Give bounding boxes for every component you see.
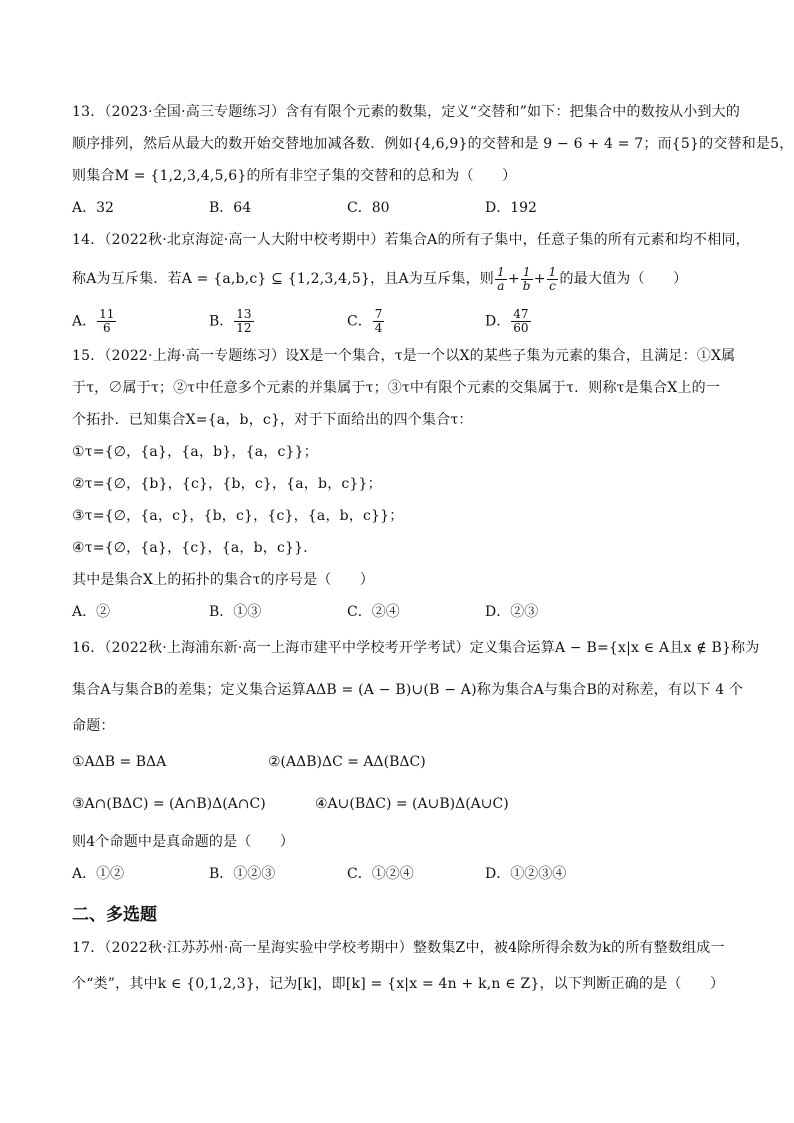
q14-line-2-post: 的最大值为（ ） — [559, 271, 688, 287]
q16-line-3: 命题： — [72, 718, 115, 734]
q14-line-2-pre: 称A为互斥集．若A = {a,b,c} ⊆ {1,2,3,4,5}，且A为互斥集，则 — [72, 271, 495, 287]
q16-option-a: A．①② — [72, 866, 125, 882]
q15-item-4: ④τ={∅，{a}，{c}，{a，b，c}}． — [72, 540, 318, 556]
q14-term-b: $\frac{1}{b}$ — [522, 264, 531, 293]
q14-options — [72, 302, 752, 336]
q14-option-a: A． $\frac{11}{6}$ — [72, 307, 115, 335]
q16-prop-4: ④A∪(BΔC) = (A∪B)Δ(A∪C) — [315, 796, 509, 812]
q16-line-1: 16．（2022秋·上海浦东新·高一上海市建平中学校考开学考试）定义集合运算A − B={x|x ∈ A且x ∉ B}称为 — [72, 640, 760, 656]
q15-option-b: B．①③ — [209, 604, 262, 620]
q13-options — [72, 198, 752, 218]
q15-option-a: A．② — [72, 604, 111, 620]
q13-line-1: 13．（2023·全国·高三专题练习）含有有限个元素的数集，定义“交替和”如下：把集合中的数按从小到大的 — [72, 104, 741, 120]
q16-option-d: D．①②③④ — [485, 866, 567, 882]
q13-option-b: B．64 — [209, 200, 252, 216]
q13-option-c: C．80 — [347, 200, 390, 216]
q14-option-c: C． $\frac{7}{4}$ — [347, 307, 383, 335]
q15-line-2: 于τ，∅属于τ；②τ中任意多个元素的并集属于τ；③τ中有限个元素的交集属于τ．则称τ是集合X上的一 — [72, 380, 720, 396]
q15-line-3: 个拓扑．已知集合X={a，b，c}，对于下面给出的四个集合τ： — [72, 412, 473, 428]
q14-term-a: $\frac{1}{a}$ — [497, 264, 505, 293]
q16-option-b: B．①②③ — [209, 866, 276, 882]
q15-item-2: ②τ={∅，{b}，{c}，{b，c}，{a，b，c}}； — [72, 476, 382, 492]
section-heading-multiple-choice: 二、多选题 — [72, 905, 157, 925]
q15-item-3: ③τ={∅，{a，c}，{b，c}，{c}，{a，b，c}}； — [72, 508, 404, 524]
q13-line-2: 顺序排列，然后从最大的数开始交替地加减各数．例如{4,6,9}的交替和是 9 − 6 + 4 = 7；而{5}的交替和是5， — [72, 136, 794, 152]
q16-prop-2: ②(AΔB)ΔC = AΔ(BΔC) — [268, 754, 426, 770]
q16-question: 则4个命题中是真命题的是（ ） — [72, 834, 295, 850]
q14-line-1: 14．（2022秋·北京海淀·高一人大附中校考期中）若集合A的所有子集中，任意子集的所有元素和均不相同， — [72, 232, 750, 248]
q16-prop-3: ③A∩(BΔC) = (A∩B)Δ(A∩C) — [72, 796, 266, 812]
q15-option-d: D．②③ — [485, 604, 539, 620]
q16-prop-1: ①AΔB = BΔA — [72, 754, 167, 770]
q17-line-2: 个“类”，其中k ∈ {0,1,2,3}，记为[k]，即[k] = {x|x = 4n + k,n ∈ Z}，以下判断正确的是（ ） — [72, 976, 725, 992]
q16-props-row-1 — [72, 752, 752, 772]
q15-item-1: ①τ={∅，{a}，{a，b}，{a，c}}； — [72, 444, 318, 460]
q16-props-row-2 — [72, 794, 752, 814]
q15-line-1: 15．（2022·上海·高一专题练习）设X是一个集合，τ是一个以X的某些子集为元素的集合，且满足：①X属 — [72, 348, 736, 364]
q15-options — [72, 602, 752, 622]
q14-line-2: 称A为互斥集．若A = {a,b,c} ⊆ {1,2,3,4,5}，且A为互斥集，则 $\frac{1}{a}$ + $\frac{1}{b}$ + $\frac{1}{c}$ 的最大值为（ ） — [72, 264, 688, 293]
q15-option-c: C．②④ — [347, 604, 400, 620]
q14-option-b: B． $\frac{13}{12}$ — [209, 307, 252, 335]
q15-question: 其中是集合X上的拓扑的集合τ的序号是（ ） — [72, 572, 375, 588]
q13-option-d: D．192 — [485, 200, 537, 216]
q13-line-3: 则集合M = {1,2,3,4,5,6}的所有非空子集的交替和的总和为（ ） — [72, 168, 517, 184]
q17-line-1: 17．（2022秋·江苏苏州·高一星海实验中学校考期中）整数集Z中，被4除所得余数为k的所有整数组成一 — [72, 940, 725, 956]
q16-line-2: 集合A与集合B的差集；定义集合运算AΔB = (A − B)∪(B − A)称为集合A与集合B的对称差，有以下 4 个 — [72, 682, 744, 698]
q13-option-a: A．32 — [72, 200, 114, 216]
q14-option-d: D． $\frac{47}{60}$ — [485, 307, 529, 335]
q16-option-c: C．①②④ — [347, 866, 414, 882]
q14-term-c: $\frac{1}{c}$ — [548, 264, 557, 293]
q16-options — [72, 864, 752, 884]
